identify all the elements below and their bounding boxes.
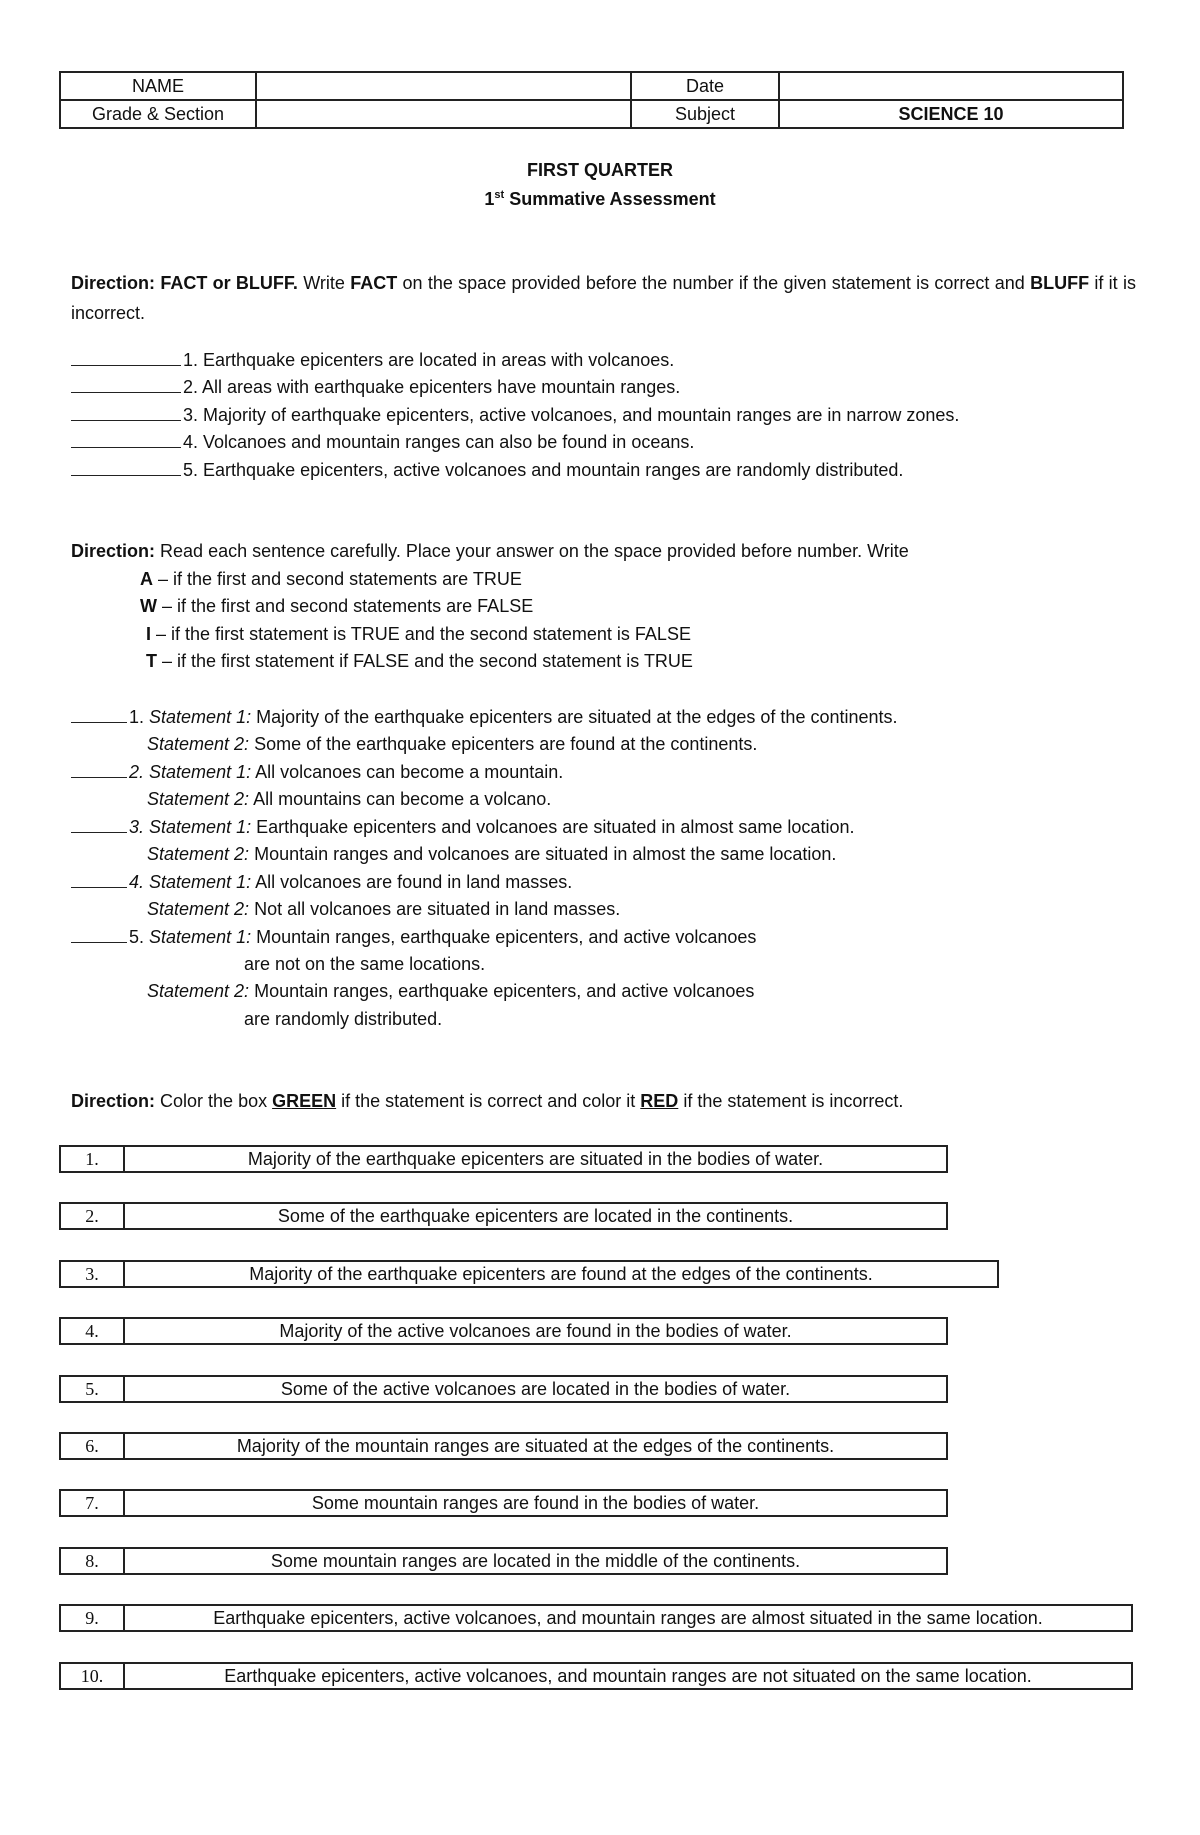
two-statement-item: 4. Statement 1: All volcanoes are found in land masses. [71,871,572,893]
grade-section-label: Grade & Section [60,100,256,128]
fact-bluff-item: 3. Majority of earthquake epicenters, active volcanoes, and mountain ranges are in narrow zones. [71,404,959,426]
item-number: 4. [61,1319,125,1343]
statement-1-continued: are not on the same locations. [244,954,486,974]
answer-blank[interactable] [71,761,127,778]
answer-blank[interactable] [71,404,181,421]
subject-value: SCIENCE 10 [779,100,1123,128]
answer-blank[interactable] [71,376,181,393]
statement-2-continued: are randomly distributed. [244,1009,443,1029]
color-box-item[interactable] [59,1547,948,1575]
item-number: 5. [61,1377,125,1401]
statement-2: Statement 2: Some of the earthquake epicenters are found at the continents. [147,734,758,754]
answer-blank[interactable] [71,349,181,366]
statement-2: Statement 2: Mountain ranges and volcanoes are situated in almost the same location. [147,844,837,864]
item-statement: Some of the earthquake epicenters are located in the continents. [277,1206,794,1226]
color-box-item[interactable] [59,1432,948,1460]
fact-bluff-item: 2. All areas with earthquake epicenters have mountain ranges. [71,376,680,398]
item-number: 2. [61,1204,125,1228]
item-statement: Majority of the earthquake epicenters are situated in the bodies of water. [247,1149,824,1169]
answer-key-w: W – if the first and second statements are FALSE [140,596,534,616]
part3-direction: Direction: Color the box GREEN if the statement is correct and color it RED if the statement is incorrect. [71,1091,904,1111]
fact-bluff-item: 5. Earthquake epicenters, active volcanoes and mountain ranges are randomly distributed. [71,459,903,481]
item-number: 3. [61,1262,125,1286]
statement-2: Statement 2: Mountain ranges, earthquake epicenters, and active volcanoes [147,981,755,1001]
assessment-title: 1st Summative Assessment [484,189,716,209]
answer-key-i: I – if the first statement is TRUE and the second statement is FALSE [146,624,691,644]
two-statement-item: 1. Statement 1: Majority of the earthquake epicenters are situated at the edges of the continents. [71,706,898,728]
statement-2: Statement 2: Not all volcanoes are situated in land masses. [147,899,621,919]
item-number: 10. [61,1664,125,1688]
quarter-title: FIRST QUARTER [527,160,673,180]
color-box-item[interactable] [59,1145,948,1173]
statement-2: Statement 2: All mountains can become a volcano. [147,789,552,809]
student-info-table [59,71,1124,129]
fact-bluff-item: 4. Volcanoes and mountain ranges can also be found in oceans. [71,431,694,453]
item-statement: Some mountain ranges are found in the bodies of water. [311,1493,760,1513]
answer-blank[interactable] [71,926,127,943]
date-label: Date [631,72,779,100]
item-statement: Majority of the active volcanoes are found in the bodies of water. [279,1321,792,1341]
answer-blank[interactable] [71,871,127,888]
item-statement: Majority of the earthquake epicenters are found at the edges of the continents. [249,1264,873,1284]
item-statement: Some mountain ranges are located in the middle of the continents. [270,1551,801,1571]
answer-key-a: A – if the first and second statements are TRUE [140,569,522,589]
item-number: 1. [61,1147,125,1171]
fact-bluff-item: 1. Earthquake epicenters are located in areas with volcanoes. [71,349,674,371]
answer-blank[interactable] [71,431,181,448]
part2-direction: Direction: Read each sentence carefully. Place your answer on the space provided before number. Write [71,541,909,561]
item-number: 7. [61,1491,125,1515]
item-statement: Earthquake epicenters, active volcanoes, and mountain ranges are almost situated in the same location. [213,1608,1043,1628]
name-label: NAME [60,72,256,100]
item-statement: Earthquake epicenters, active volcanoes, and mountain ranges are not situated on the same location. [224,1666,1032,1686]
answer-blank[interactable] [71,816,127,833]
two-statement-item: 2. Statement 1: All volcanoes can become a mountain. [71,761,563,783]
item-statement: Majority of the mountain ranges are situated at the edges of the continents. [236,1436,835,1456]
answer-blank[interactable] [71,459,181,476]
answer-blank[interactable] [71,706,127,723]
name-field[interactable] [256,72,631,100]
subject-label: Subject [631,100,779,128]
two-statement-item: 5. Statement 1: Mountain ranges, earthquake epicenters, and active volcanoes [71,926,756,948]
color-box-item[interactable] [59,1260,999,1288]
color-box-item[interactable] [59,1202,948,1230]
item-number: 9. [61,1606,125,1630]
answer-key-t: T – if the first statement if FALSE and the second statement is TRUE [146,651,693,671]
item-statement: Some of the active volcanoes are located in the bodies of water. [280,1379,791,1399]
color-box-item[interactable] [59,1375,948,1403]
color-box-item[interactable] [59,1604,1133,1632]
part1-direction: Direction: FACT or BLUFF. Write FACT on the space provided before the number if the given statement is correct and BLUFF if it is incorrect. [71,273,1136,323]
item-number: 8. [61,1549,125,1573]
color-box-item[interactable] [59,1489,948,1517]
date-field[interactable] [779,72,1123,100]
grade-section-field[interactable] [256,100,631,128]
two-statement-item: 3. Statement 1: Earthquake epicenters and volcanoes are situated in almost same location. [71,816,854,838]
color-box-item[interactable] [59,1317,948,1345]
color-box-item[interactable] [59,1662,1133,1690]
item-number: 6. [61,1434,125,1458]
